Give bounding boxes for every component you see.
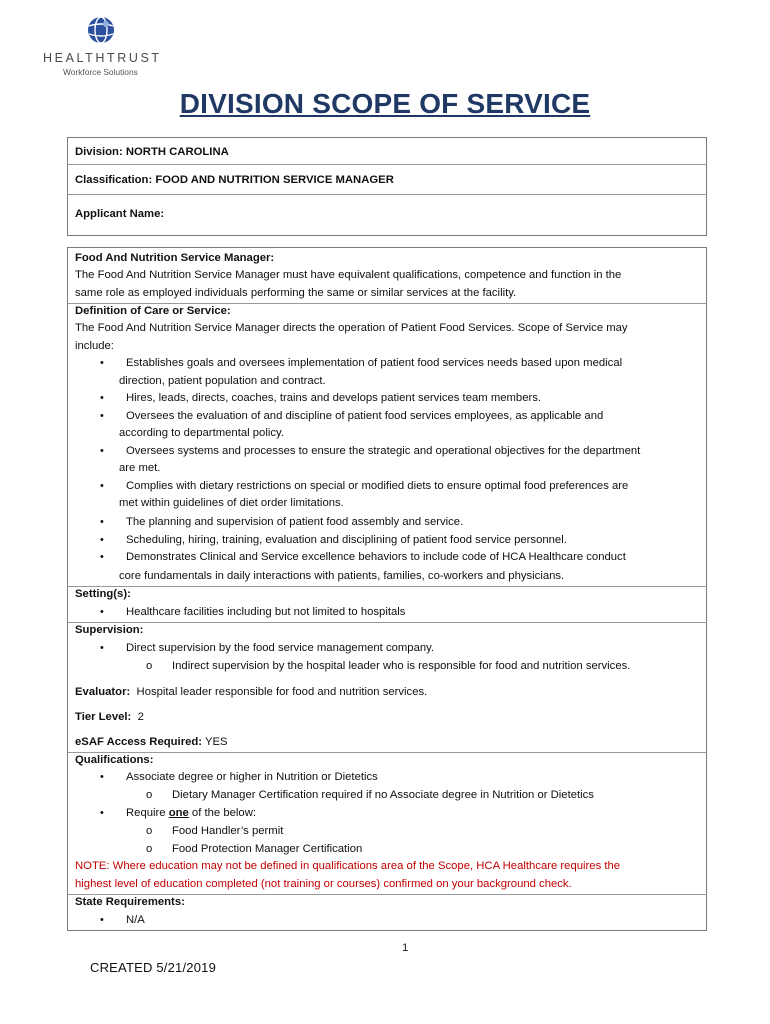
applicant-label: Applicant Name: xyxy=(75,208,165,220)
logo-subtitle: Workforce Solutions xyxy=(63,67,138,77)
definition-heading: Definition of Care or Service: xyxy=(75,305,231,317)
tier-line: Tier Level: 2 xyxy=(75,711,144,723)
list-item-cont: met within guidelines of diet order limitations. xyxy=(119,497,344,509)
globe-logo-icon xyxy=(87,16,115,44)
list-item-cont: according to departmental policy. xyxy=(119,427,284,439)
classification-label: Classification: xyxy=(75,174,153,186)
state-heading: State Requirements: xyxy=(75,896,185,908)
applicant-row xyxy=(68,194,706,235)
header-box xyxy=(67,137,707,236)
classification-row xyxy=(68,164,706,195)
role-heading: Food And Nutrition Service Manager: xyxy=(75,252,275,264)
role-text-2: same role as employed individuals performing the same or similar services at the facility. xyxy=(75,287,517,299)
settings-heading: Setting(s): xyxy=(75,588,131,600)
note-line-1: NOTE: Where education may not be defined in qualifications area of the Scope, HCA Healthcare requires the xyxy=(75,860,621,872)
division-value: NORTH CAROLINA xyxy=(125,146,229,158)
note-line-2: highest level of education completed (not training or courses) confirmed on your background check. xyxy=(75,878,572,890)
supervision-heading: Supervision: xyxy=(75,624,144,636)
list-item-cont: are met. xyxy=(119,462,161,474)
division-label: Division: xyxy=(75,146,123,158)
created-date: CREATED 5/21/2019 xyxy=(90,960,216,975)
page-number: 1 xyxy=(402,942,409,954)
role-text-1: The Food And Nutrition Service Manager must have equivalent qualifications, competence and function in the xyxy=(75,269,622,281)
definition-intro-1: The Food And Nutrition Service Manager directs the operation of Patient Food Services. Scope of Service may xyxy=(75,322,628,334)
definition-intro-2: include: xyxy=(75,340,114,352)
evaluator-line: Evaluator: Hospital leader responsible for food and nutrition services. xyxy=(75,686,428,698)
list-item-cont: direction, patient population and contract. xyxy=(119,375,326,387)
logo-name: HEALTHTRUST xyxy=(43,51,162,65)
healthtrust-logo xyxy=(40,14,170,80)
classification-value: FOOD AND NUTRITION SERVICE MANAGER xyxy=(155,174,394,186)
scope-box: Food And Nutrition Service Manager: The Food And Nutrition Service Manager must have equivalent qualifications, competence and function in the same role as employed individuals performing the same or similar services at the facility. Definition of Care or Service: The Food And Nutrition Service Manager directs the operation of Patient Food Services. Scope of Service may include: • Establishes goals and oversees implementation of patient food services needs based upon medical direction, patient population and contract. • Hires, leads, directs, coaches, trains and develops patient services team members. • Oversees the evaluation of and discipline of patient food services employees, as applicable and according to departmental policy. • Oversees systems and processes to ensure the strategic and operational objectives for the department are met. • Complies with dietary restrictions on special or modified diets to ensure optimal food preferences are met within guidelines of diet order limitations. • The planning and supervision of patient food assembly and service. • Scheduling, hiring, training, evaluation and disciplining of patient food service personnel. • Demonstrates Clinical and Service excellence behaviors to include code of HCA Healthcare conduct core fundamentals in daily interactions with patients, families, co-workers and physicians. Setting(s): • Healthcare facilities including but not limited to hospitals Supervision: • Direct supervision by the food service management company. o Indirect supervision by the hospital leader who is responsible for food and nutrition services. Evaluator: Hospital leader responsible for food and nutrition services. Tier Level: 2 eSAF Access Required: YES Qualifications: • Associate degree or higher in Nutrition or Dietetics o Dietary Manager Certification required if no Associate degree in Nutrition or Dietetics • Require one of the below: o Food Handler’s permit o Food Protection Manager Certification NOTE: Where education may not be defined in qualifications area of the Scope, HCA Healthcare requires the highest level of education completed (not training or courses) confirmed on your background check. State Requirements: • N/A xyxy=(67,247,707,931)
esaf-line: eSAF Access Required: YES xyxy=(75,736,228,748)
qualifications-heading: Qualifications: xyxy=(75,754,154,766)
list-item-cont: core fundamentals in daily interactions with patients, families, co-workers and physicians. xyxy=(119,570,565,582)
page-title: DIVISION SCOPE OF SERVICE xyxy=(179,88,591,119)
division-row xyxy=(68,138,706,165)
